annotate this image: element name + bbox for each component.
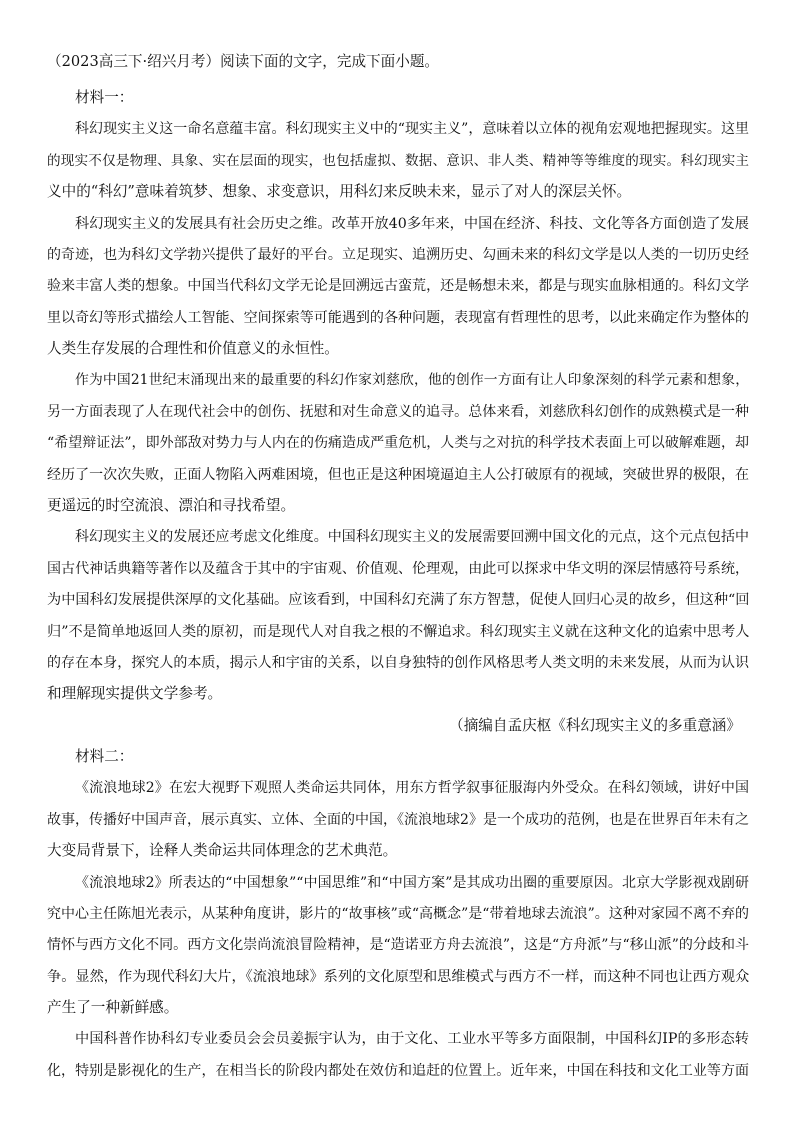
- material-2-label: 材料二：: [75, 748, 134, 765]
- m1-line: 科幻现实主义的发展还应考虑文化维度。中国科幻现实主义的发展需要回溯中国文化的元点，这个元点包括中: [75, 529, 749, 545]
- m1-line: 国古代神话典籍等著作以及蕴含于其中的宇宙观、价值观、伦理观，由此可以探求中华文明的深层情感符号系统，: [47, 561, 749, 577]
- m1-line: 另一方面表现了人在现代社会中的创伤、抚慰和对生命意义的追寻。总体来看，刘慈欣科幻创作的成熟模式是一种: [47, 404, 749, 420]
- m2-line: 故事，传播好中国声音，展示真实、立体、全面的中国，《流浪地球2》是一个成功的范例，也是在世界百年未有之: [47, 812, 749, 828]
- m2-line: 究中心主任陈旭光表示，从某种角度讲，影片的“故事核”或“高概念”是“带着地球去流浪”。这种对家园不离不弃的: [47, 906, 749, 922]
- m2-line: 《流浪地球2》所表达的“中国想象”“中国思维”和“中国方案”是其成功出圈的重要原因。北京大学影视戏剧研: [75, 875, 749, 891]
- m2-line: 化，特别是影视化的生产，在相当长的阶段内都处在效仿和追赶的位置上。近年来，中国在科技和文化工业等方面: [47, 1063, 749, 1079]
- m2-line: 争。显然，作为现代科幻大片，《流浪地球》系列的文化原型和思维模式与西方不一样，而这种不同也让西方观众: [47, 969, 750, 985]
- m1-line: 和理解现实提供文学参考。: [47, 685, 223, 702]
- m2-line: 《流浪地球2》在宏大视野下观照人类命运共同体，用东方哲学叙事征服海内外受众。在科幻领域，讲好中国: [75, 780, 749, 796]
- material-1-label: 材料一：: [75, 89, 134, 106]
- m1-line: 归”不是简单地返回人类的原初，而是现代人对自我之根的不懈追求。科幻现实主义就在这种文化的追索中思考人: [47, 624, 750, 640]
- m1-line: 经历了一次次失败，正面人物陷入两难困境，但也正是这种困境逼迫主人公打破原有的视域，突破世界的极限，在: [47, 467, 749, 483]
- m1-line: 验来丰富人类的想象。中国当代科幻文学无论是回溯远古蛮荒，还是畅想未来，都是与现实血脉相通的。科幻文学: [47, 278, 749, 294]
- m2-line: 情怀与西方文化不同。西方文化崇尚流浪冒险精神，是“造诺亚方舟去流浪”，这是“方舟派”与“移山派”的分歧和斗: [47, 937, 749, 953]
- m1-line: 的存在本身，探究人的本质，揭示人和宇宙的关系，以自身独特的创作风格思考人类文明的未来发展，从而为认识: [47, 655, 749, 671]
- material-1-source: （摘编自孟庆枢《科幻现实主义的多重意涵》: [449, 717, 741, 734]
- m1-line: “希望辩证法”，即外部敌对势力与人内在的伤痛造成严重危机，人类与之对抗的科学技术表面上可以破解难题，却: [47, 435, 749, 451]
- m1-line: 作为中国21世纪末涌现出来的最重要的科幻作家刘慈欣，他的创作一方面有让人印象深刻的科学元素和想象，: [75, 372, 749, 388]
- m2-line: 大变局背景下，诠释人类命运共同体理念的艺术典范。: [47, 842, 398, 859]
- m1-line: 科幻现实主义这一命名意蕴丰富。科幻现实主义中的“现实主义”，意味着以立体的视角宏观地把握现实。这里: [75, 121, 749, 137]
- m1-line: 的现实不仅是物理、具象、实在层面的现实，也包括虚拟、数据、意识、非人类、精神等等维度的现实。科幻现实主: [47, 153, 749, 169]
- m1-line: 更遥远的时空流浪、漂泊和寻找希望。: [47, 497, 296, 514]
- m1-line: 里以奇幻等形式描绘人工智能、空间探索等可能遇到的各种问题，表现富有哲理性的思考，以此来确定作为整体的: [47, 310, 749, 326]
- m2-line: 中国科普作协科幻专业委员会会员姜振宇认为，由于文化、工业水平等多方面限制，中国科幻IP的多形态转: [75, 1031, 749, 1047]
- m1-line: 的奇迹，也为科幻文学勃兴提供了最好的平台。立足现实、追溯历史、勾画未来的科幻文学是以人类的一切历史经: [47, 247, 749, 263]
- question-header: （2023高三下·绍兴月考）阅读下面的文字，完成下面小题。: [47, 53, 440, 70]
- m1-line: 义中的“科幻”意味着筑梦、想象、求变意识，用科幻来反映未来，显示了对人的深层关怀。: [47, 183, 632, 200]
- m1-line: 为中国科幻发展提供深厚的文化基础。应该看到，中国科幻充满了东方智慧，促使人回归心灵的故乡，但这种“回: [47, 592, 750, 608]
- m1-line: 科幻现实主义的发展具有社会历史之维。改革开放40多年来，中国在经济、科技、文化等各方面创造了发展: [75, 216, 749, 232]
- m1-line: 人类生存发展的合理性和价值意义的永恒性。: [47, 340, 339, 357]
- m2-line: 产生了一种新鲜感。: [47, 999, 179, 1016]
